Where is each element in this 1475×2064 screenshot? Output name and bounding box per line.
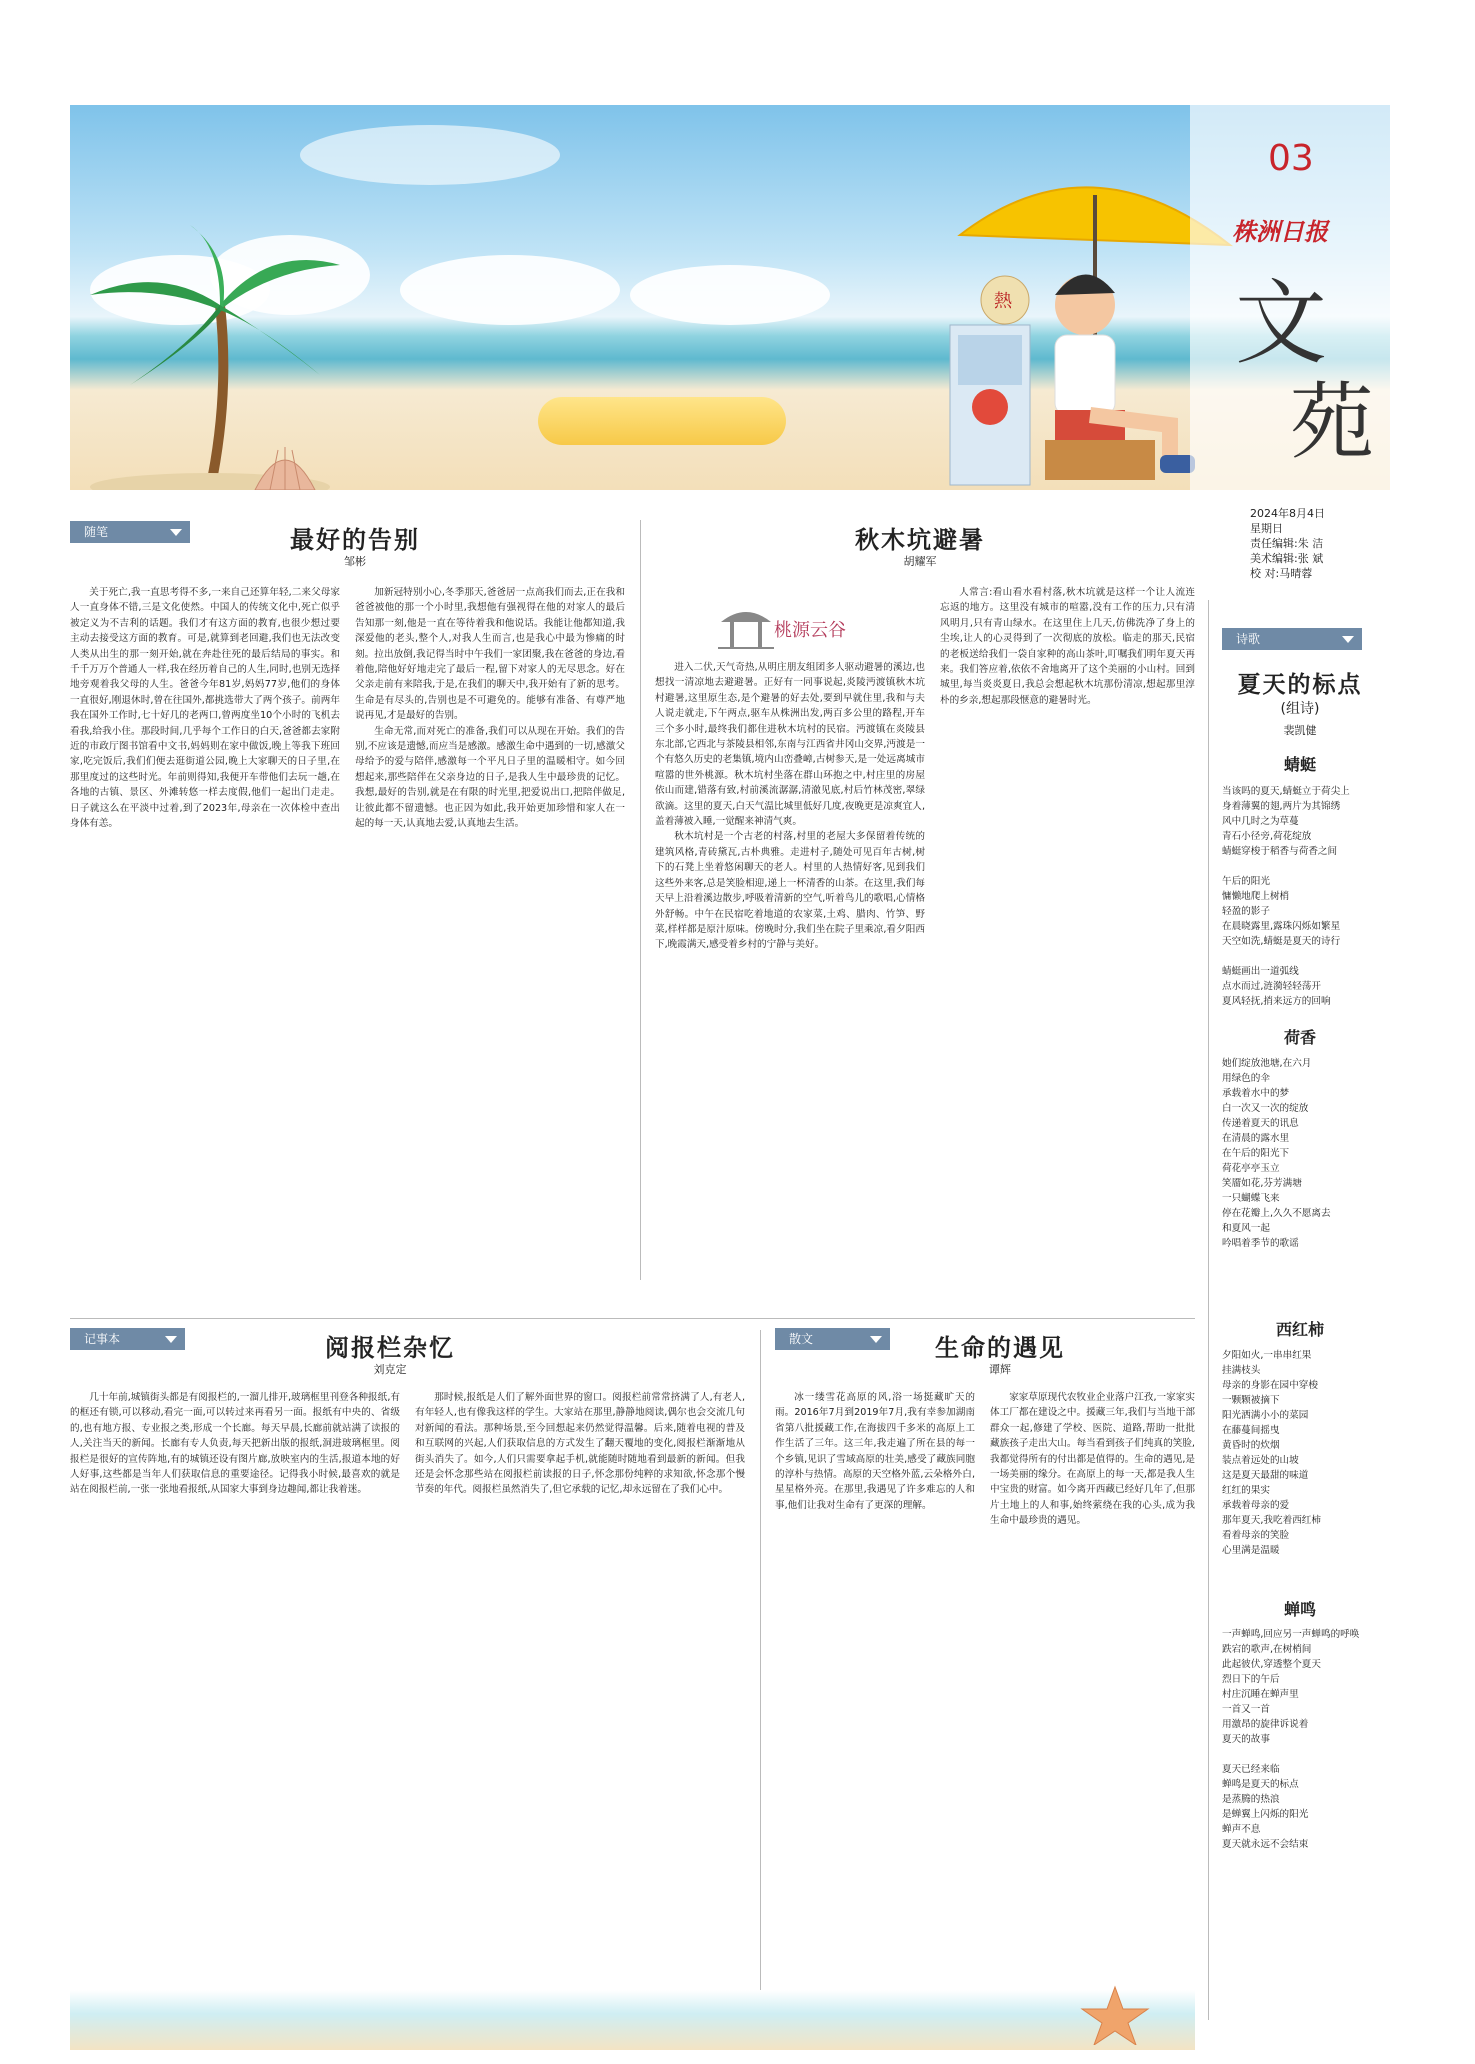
article-column <box>70 1390 400 1990</box>
article-text: 人常言:看山看水看村落,秋木坑就是这样一个让人流连忘返的地方。这里没有城市的喧嚣,没有工作的压力,只有清风明月,只有青山绿水。在这里住上几天,仿佛洗净了身上的尘埃,让人的心灵得到了一次彻底的放松。临走的那天,民宿的老板送给我们一袋自家种的高山茶叶,叮嘱我们明年夏天再来。我们答应着,依依不舍地离开了这个美丽的小山村。回到城里,每当炎炎夏日,我总会想起秋木坑那份清凉,想起那里淳朴的乡亲,想起那段惬意的避暑时光。 <box>940 587 1195 706</box>
article-column <box>775 1390 975 1990</box>
starfish-icon <box>1080 1985 1150 2045</box>
issue-weekday: 星期日 <box>1250 522 1283 535</box>
page-number: 03 <box>1268 138 1314 179</box>
section-name-yuan: 苑 <box>1290 373 1375 471</box>
article-column <box>655 660 925 1280</box>
cloud <box>630 265 830 325</box>
poem-author: 裴凯健 <box>1283 724 1317 737</box>
editor: 责任编辑:朱 洁 <box>1250 537 1324 550</box>
cloud <box>300 125 560 185</box>
article-text: 家家草原现代农牧业企业落户江孜,一家家实体工厂都在建设之中。援藏三年,我们与当地干部群众一起,修建了学校、医院、道路,帮助一批批藏族孩子走出大山。每当看到孩子们纯真的笑脸,我都觉得所有的付出都是值得的。生命的遇见,是一场美丽的缘分。在高原上的每一天,都是我人生中宝贵的财富。如今离开西藏已经好几年了,但那片土地上的人和事,始终萦绕在我的心头,成为我生命中最珍贵的遇见。 <box>990 1392 1195 1527</box>
chevron-down-icon <box>165 1336 177 1343</box>
section-tag-prose <box>775 1328 890 1350</box>
poem-section-title: 蜻蜓 <box>1283 755 1316 774</box>
cloud <box>400 255 620 325</box>
article-text: 几十年前,城镇街头都是有阅报栏的,一溜儿排开,玻璃框里刊登各种报纸,有的框还有锁,可以移动,看完一面,可以转过来再看另一面。报纸有中央的、省级的,也有地方报、专业报之类,形成一个长廊。每天早晨,长廊前就站满了读报的人,关注当天的新闻。长廊有专人负责,每天把新出版的报纸,洞进玻璃框里。阅报栏是很好的宣传阵地,有的城镇还设有图片廊,放映室内的生活,报道本地的好人好事,这些都是当年人们获取信息的重要途径。记得我小时候,最喜欢的就是站在阅报栏前,一张一张地看报纸,从国家大事到身边趣闻,都让我着迷。 <box>70 1392 400 1496</box>
issue-date: 2024年8月4日 <box>1250 507 1325 520</box>
proofreader: 校 对:马晴蓉 <box>1250 567 1313 580</box>
article-text: 冰一缕雪花高原的风,浴一场挺藏旷天的雨。2016年7月到2019年7月,我有幸参加湖南省第八批援藏工作,在海拔四千多米的高原上工作生活了三年。这三年,我走遍了所在县的每一个乡镇,见识了雪域高原的壮美,感受了藏族同胞的淳朴与热情。高原的天空格外蓝,云朵格外白,星星格外亮。在那里,我遇见了许多难忘的人和事,他们让我对生命有了更深的理解。 <box>775 1392 975 1511</box>
paper-name: 株洲日报 <box>1232 217 1328 246</box>
article-column <box>70 585 340 1280</box>
poem-subtitle: (组诗) <box>1280 701 1320 717</box>
article-text: 加新冠特别小心,冬季那天,爸爸居一点高我们而去,正在我和爸爸被他的那一个小时里,我想他有强视得在他的对家人的最后告知那一刻,他是一直在等待着我和他说话。我能让他都知道,我深爱他的老头,整个人,对我人生而言,也是我心中最为惨痛的时刻。拉出放倒,我记得当时中午我们一家团聚,我在爸爸的身边,看着他,陪他好好地走完了最后一程,留下对家人的无尽思念。好在父亲走前有来陪我,于是,在我们的聊天中,我开始有了新的思考。生命是有尽头的,告别也是不可避免的。能够有准备、有尊严地说再见,才是最好的告别。 <box>355 587 625 722</box>
poem-title: 夏天的标点 <box>1237 671 1363 698</box>
chevron-down-icon <box>170 529 182 536</box>
poem-body: 当该吗的夏天,蜻蜓立于荷尖上 身着薄翼的翅,两片为其锦绣 风中几时之为草蔓 青石小径旁,荷花绽放 蜻蜓穿梭于稻香与荷香之间 午后的阳光 慵懒地爬上树梢 轻盈的影子 在晨晓露里,露珠闪烁如繁星 天空如洗,蜻蜓是夏天的诗行 蜻蜓画出一道弧线 点水而过,涟漪轻轻荡开 夏风轻抚,捎来远方的回响 <box>1222 786 1350 1007</box>
article-text: 秋木坑村是一个古老的村落,村里的老屋大多保留着传统的建筑风格,青砖黛瓦,古朴典雅。走进村子,随处可见百年古树,树下的石凳上坐着悠闲聊天的老人。村里的人热情好客,见到我们这些外来客,总是笑脸相迎,递上一杯清香的山茶。在这里,我们每天早上沿着溪边散步,呼吸着清新的空气,听着鸟儿的歌唱,心情格外舒畅。中午在民宿吃着地道的农家菜,土鸡、腊肉、竹笋、野菜,样样都是原汁原味。傍晚时分,我们坐在院子里乘凉,看夕阳西下,晚霞满天,感受着乡村的宁静与美好。 <box>655 831 925 951</box>
sign-text: 熱 <box>994 291 1012 312</box>
article-author: 邹彬 <box>344 555 366 568</box>
section-tag-notes <box>70 1328 185 1350</box>
header-banner <box>70 105 1390 490</box>
pavilion-icon <box>716 602 776 650</box>
footer-beach <box>70 1990 1195 2050</box>
article-column <box>415 1390 745 1990</box>
chevron-down-icon <box>870 1336 882 1343</box>
poem-section-title: 蝉鸣 <box>1283 1600 1316 1619</box>
poem-body: 她们绽放池塘,在六月 用绿色的伞 承载着水中的梦 白一次又一次的绽放 传递着夏天的讯息 在清晨的露水里 在午后的阳光下 荷花亭亭玉立 笑靥如花,芬芳满塘 一只蝴蝶飞来 停在花瓣上,久久不愿离去 和夏风一起 吟唱着季节的歌谣 <box>1222 1058 1331 1249</box>
section-tag-essay <box>70 521 190 543</box>
article-title: 秋木坑避暑 <box>855 525 985 554</box>
article-text: 进入二伏,天气奇热,从明庄朋友组团多人驱动避暑的溪边,也想找一清凉地去避避暑。正好有一同事说起,炎陵沔渡镇秋木坑村避暑,这里原生态,是个避暑的好去处,要到早就住里,我和与夫人说走就走,下午两点,驱车从株洲出发,两百多公里的路程,开车三个多小时,最终我们都住进秋木坑村的民宿。沔渡镇在炎陵县东北部,它西北与茶陵县相邻,东南与江西省井冈山交界,沔渡是一个有悠久历史的老集镇,境内山峦叠嶂,古树参天,是一处远离城市喧嚣的世外桃源。秋木坑村坐落在群山环抱之中,村庄里的房屋依山而建,错落有致,村前溪流潺潺,清澈见底,村后竹林茂密,翠绿欲滴。这里的夏天,白天气温比城里低好几度,夜晚更是凉爽宜人,盖着薄被入睡,一觉醒来神清气爽。 <box>655 662 925 828</box>
poem-section-title: 西红柿 <box>1275 1320 1324 1339</box>
section-divider <box>70 1318 1195 1319</box>
tag-label: 记事本 <box>84 1332 121 1346</box>
tag-label: 随笔 <box>84 525 109 539</box>
article-text: 关于死亡,我一直思考得不多,一来自己还算年轻,二来父母家人一直身体不错,三是文化使然。中国人的传统文化中,死亡似乎被定义为不吉利的话题。我们才有这方面的教育,也很少想过要主动去接受这方面的教育。可是,就算到老回避,我们也无法改变人类从出生的那一刻开始,就在奔赴往死的最后结局的事实。和千千万万个普通人一样,我在经历着自己的人生,同时,也别无选择地旁观着我父母的人生。爸爸今年81岁,妈妈77岁,他们的身体一直很好,刚退休时,曾在往国外,都挑选带大了两个孩子。前两年我在国外工作时,七十好几的老两口,曾两度坐10个小时的飞机去看我,给我小住。那段时间,几乎每个工作日的白天,爸爸都去家附近的市政厅图书馆看中文书,妈妈则在家中做饭,晚上等我下班回家,吃完饭后,我们们便去逛街道公园,晚上大家聊天的日子里,在那里度过的这些时光。年前则得知,我便开车带他们去玩一趟,在各地的古镇、景区、外滩转悠一样去度假,他们一起出门走走。日子就这么在平淡中过着,到了2023年,母亲在一次体检中查出身体有恙。 <box>70 587 340 830</box>
article-text: 生命无常,而对死亡的准备,我们可以从现在开始。我们的告别,不应该是遗憾,而应当是感激。感激生命中遇到的一切,感激父母给予的爱与陪伴,感激每一个平凡日子里的温暖相守。如今回想起来,那些陪伴在父亲身边的日子,是我人生中最珍贵的记忆。我想,最好的告别,就是在有限的时光里,把爱说出口,把陪伴做足,让彼此都不留遗憾。也正因为如此,我开始更加珍惜和家人在一起的每一天,认真地去爱,认真地去生活。 <box>355 725 625 830</box>
tag-label: 散文 <box>789 1332 814 1346</box>
banner-sign <box>538 397 786 445</box>
taoyuan-logo <box>716 602 916 650</box>
article-title: 最好的告别 <box>290 525 420 554</box>
section-tag-poetry <box>1222 628 1362 650</box>
article-title: 生命的遇见 <box>935 1333 1065 1362</box>
article-column <box>990 1390 1195 1990</box>
section-name-wen: 文 <box>1235 270 1328 377</box>
poem-body: 夕阳如火,一串串红果 挂满枝头 母亲的身影在园中穿梭 一颗颗被摘下 阳光洒满小小的菜园 在藤蔓间摇曳 黄昏时的炊烟 装点着远处的山坡 这是夏天最甜的味道 红红的果实 承载着母亲的爱 那年夏天,我吃着西红柿 看着母亲的笑脸 心里满是温暖 <box>1222 1350 1321 1556</box>
article-text: 那时候,报纸是人们了解外面世界的窗口。阅报栏前常常挤满了人,有老人,有年轻人,也有像我这样的学生。大家站在那里,静静地阅读,偶尔也会交流几句对新闻的看法。那种场景,至今回想起来仍然觉得温馨。后来,随着电视的普及和互联网的兴起,人们获取信息的方式发生了翻天覆地的变化,阅报栏渐渐地从街头消失了。如今,人们只需要拿起手机,就能随时随地看到最新的新闻。但我还是会怀念那些站在阅报栏前读报的日子,怀念那份纯粹的求知欲,怀念那个慢节奏的年代。阅报栏虽然消失了,但它承载的记忆,却永远留在了我们心中。 <box>415 1392 745 1496</box>
article-column <box>355 585 625 1280</box>
poem-body: 一声蝉鸣,回应另一声蝉鸣的呼唤 跌宕的歌声,在树梢间 此起彼伏,穿透整个夏天 烈日下的午后 村庄沉睡在蝉声里 一首又一首 用激昂的旋律诉说着 夏天的故事 夏天已经来临 蝉鸣是夏天的标点 是蒸腾的热浪 是蝉翼上闪烁的阳光 蝉声不息 夏天就永远不会结束 <box>1222 1629 1360 1850</box>
shell-icon <box>250 435 320 490</box>
art-editor: 美术编辑:张 斌 <box>1250 552 1324 565</box>
poem-section-title: 荷香 <box>1283 1028 1316 1047</box>
article-author: 胡耀军 <box>903 555 937 568</box>
tag-label: 诗歌 <box>1236 632 1261 646</box>
chevron-down-icon <box>1342 636 1354 643</box>
article-column <box>940 585 1195 1280</box>
article-author: 谭辉 <box>989 1363 1011 1376</box>
article-author: 刘克定 <box>373 1363 407 1376</box>
column-divider <box>1208 600 1209 2020</box>
column-divider <box>640 520 641 1280</box>
article-title: 阅报栏杂忆 <box>325 1333 455 1362</box>
column-divider <box>760 1330 761 1990</box>
logo-text: 桃源云谷 <box>774 620 846 641</box>
